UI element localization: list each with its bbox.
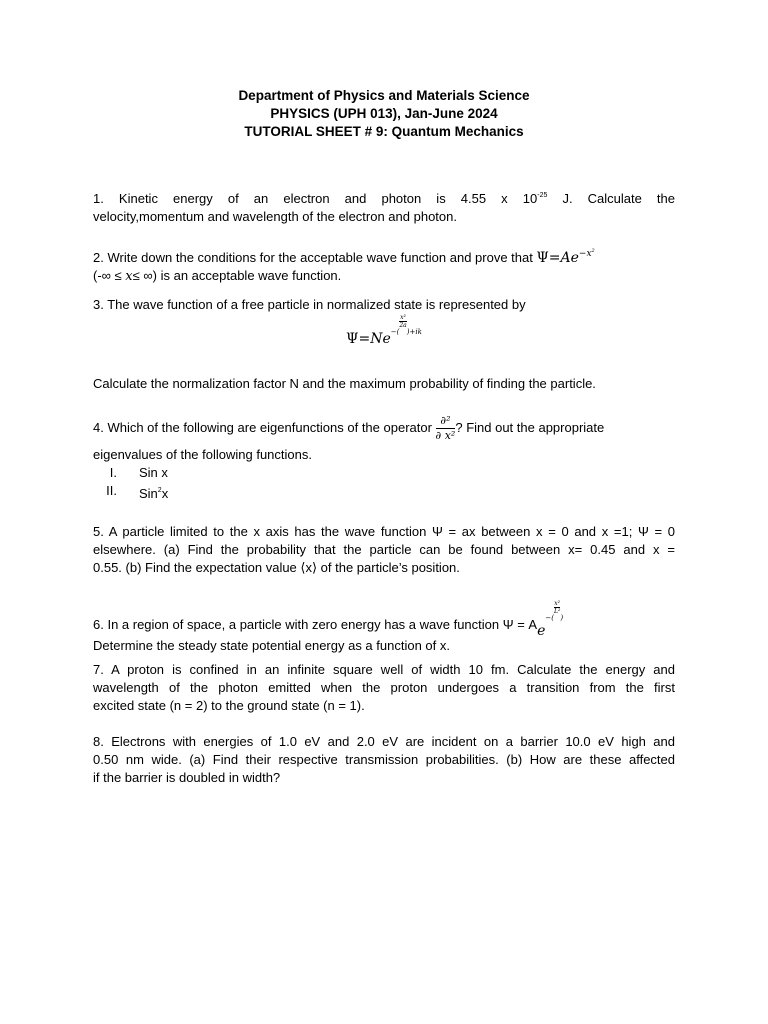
list-item (93, 482, 675, 500)
exponential-e: e (570, 250, 579, 266)
range-variable: x (125, 269, 133, 284)
operator-fraction (436, 414, 456, 443)
list-number: I. (109, 465, 117, 480)
question-2-line-2 (93, 267, 675, 286)
eq-exponential: e (382, 331, 391, 347)
list-number: II. (106, 483, 117, 498)
question-6-text: 6. In a region of space, a particle with zero energy has a wave function Ψ = A (93, 617, 538, 632)
question-1-exponent: -25 (537, 192, 548, 199)
amplitude-symbol: A (560, 250, 571, 266)
question-3-equation (0, 314, 768, 347)
question-6-line-2: Determine the steady state potential energy as a function of x. (93, 638, 450, 653)
tutorial-title: TUTORIAL SHEET # 9: Quantum Mechanics (244, 124, 524, 139)
question-2-text: 2. Write down the conditions for the acceptable wave function and prove that (93, 250, 537, 265)
sin-power: 2 (157, 487, 162, 494)
question-1-line-2: velocity,momentum and wavelength of the electron and photon. (93, 209, 457, 224)
list-text (139, 482, 168, 503)
question-3-line-1: 3. The wave function of a free particle in normalized state is represented by (93, 297, 526, 312)
question-2 (93, 242, 675, 286)
question-1-text: 1. Kinetic energy of an electron and photon is 4.55 x 10 (93, 191, 538, 206)
question-8-line-3: if the barrier is doubled in width? (93, 770, 281, 785)
document-header (0, 87, 768, 141)
department-title: Department of Physics and Materials Science (238, 88, 530, 103)
range-start: (-∞ ≤ (93, 268, 126, 283)
list-item (93, 464, 675, 482)
eq-exponent (390, 314, 422, 336)
eq-frac-num: x² (400, 314, 406, 321)
question-5 (93, 523, 675, 577)
question-7-line-1: 7. A proton is confined in an infinite square well of width 10 fm. Calculate the energy and (93, 662, 675, 677)
question-8 (93, 733, 675, 787)
eq-frac-den: 2a (399, 322, 407, 329)
q6-frac-den: L² (554, 608, 561, 615)
eq-equals: = (358, 331, 371, 347)
question-7-line-2: wavelength of the photon emitted when the proton undergoes a transition from the first (93, 680, 675, 695)
question-4-lead (93, 414, 604, 443)
question-5-line-2: elsewhere. (a) Find the probability that the particle can be found between x= 0.45 and x = (93, 542, 675, 557)
question-3 (93, 296, 675, 314)
operator-numerator: ∂² (436, 414, 456, 429)
exponent-text: −x (578, 249, 592, 259)
question-2-exponent (579, 249, 595, 259)
q6-frac-num: x² (554, 600, 561, 607)
psi-symbol: Ψ (536, 250, 549, 266)
q6-exponent (545, 600, 564, 622)
question-8-line-2: 0.50 nm wide. (a) Find their respective transmission probabilities. (b) How are these affected (93, 752, 675, 767)
eq-normalization: N (370, 331, 383, 347)
question-4-line-2: eigenvalues of the following functions. (93, 447, 312, 462)
list-text: Sin x (139, 465, 168, 480)
question-7 (93, 661, 675, 715)
eq-psi: Ψ (346, 331, 359, 347)
exponent-power: 2 (591, 248, 595, 254)
equals-symbol: = (548, 250, 561, 266)
question-8-line-1: 8. Electrons with energies of 1.0 eV and 2.0 eV are incident on a barrier 10.0 eV high and (93, 734, 675, 749)
question-4-text: 4. Which of the following are eigenfunctions of the operator (93, 419, 436, 435)
question-6 (93, 600, 675, 655)
sin-variable: x (161, 486, 169, 501)
question-5-line-1: 5. A particle limited to the x axis has the wave function Ψ = ax between x = 0 and x =1; Ψ = 0 (93, 524, 675, 539)
q6-exponential: e (537, 623, 546, 639)
question-7-line-3: excited state (n = 2) to the ground state (n = 1). (93, 698, 365, 713)
question-4 (93, 410, 675, 500)
q6-exp-fraction (554, 600, 560, 615)
question-3-continued (93, 375, 675, 393)
q6-exp-open: −( (545, 614, 554, 622)
question-3-line-2: Calculate the normalization factor N and the maximum probability of finding the particle. (93, 376, 596, 391)
eq-exp-tail: )+ik (406, 328, 422, 336)
question-1-unit: J. Calculate the (547, 191, 676, 206)
question-4-tail: ? Find out the appropriate (455, 419, 605, 435)
range-end: ≤ ∞) is an acceptable wave function. (132, 268, 342, 283)
question-5-line-3: 0.55. (b) Find the expectation value ⟨x⟩ of the particle’s position. (93, 560, 460, 575)
question-6-line-1 (93, 600, 675, 639)
eq-exp-fraction (399, 314, 406, 329)
eq-exp-open: −( (390, 328, 400, 336)
q6-exp-close: ) (560, 614, 564, 622)
sin-text: Sin (139, 486, 158, 501)
question-2-line-1 (93, 242, 675, 267)
question-4-line-1 (93, 410, 675, 446)
question-1 (93, 187, 675, 226)
course-title: PHYSICS (UPH 013), Jan-June 2024 (270, 106, 498, 121)
operator-denominator: ∂ x² (435, 428, 456, 442)
question-1-line-1 (93, 187, 675, 208)
